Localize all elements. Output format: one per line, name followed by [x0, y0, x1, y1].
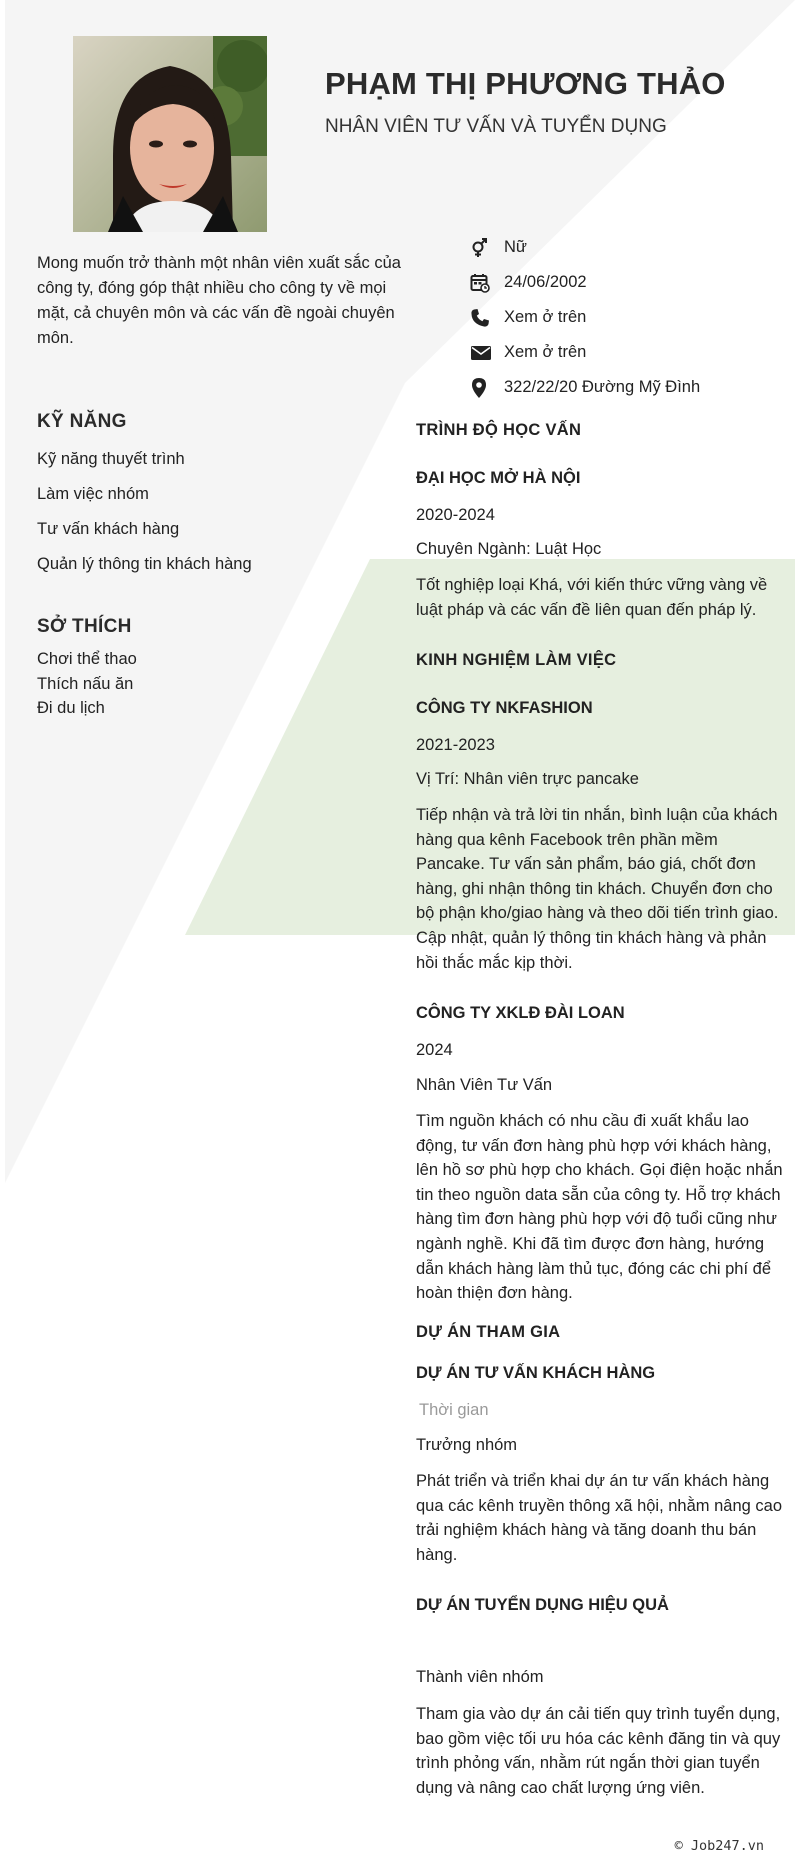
address-value: 322/22/20 Đường Mỹ Đình	[504, 378, 701, 396]
contact-email	[470, 335, 790, 370]
list-item: Tư vấn khách hàng	[37, 520, 180, 538]
list-item: Chơi thể thao	[37, 650, 137, 668]
list-item: Thích nấu ăn	[37, 674, 134, 693]
job-company: CÔNG TY NKFASHION	[416, 699, 593, 717]
contact-birthday	[470, 265, 790, 300]
birthday-value: 24/06/2002	[504, 273, 587, 291]
profile-photo	[73, 36, 267, 232]
phone-icon	[470, 307, 504, 329]
contact-gender	[470, 230, 790, 265]
list-item: Kỹ năng thuyết trình	[37, 450, 185, 468]
hobbies-heading: SỞ THÍCH	[37, 616, 132, 637]
job-position: NHÂN VIÊN TƯ VẤN VÀ TUYỂN DỤNG	[325, 116, 667, 137]
school-name: ĐẠI HỌC MỞ HÀ NỘI	[416, 469, 581, 487]
gender-value: Nữ	[504, 238, 527, 256]
project-name: DỰ ÁN TƯ VẤN KHÁCH HÀNG	[416, 1364, 656, 1382]
project-name: DỰ ÁN TUYỂN DỤNG HIỆU QUẢ	[416, 1596, 669, 1614]
job-period: 2021-2023	[416, 736, 495, 754]
job-description: Tìm nguồn khách có nhu cầu đi xuất khẩu lao động, tư vấn đơn hàng phù hợp với khách hàng, lên hồ sơ phù hợp cho khách. Gọi điện hoặc nhắn tin theo nguồn data sẵn của công ty. Hỗ trợ khách hàng tìm đơn hàng phù hợp với độ tuổi cũng như ngành nghề. Khi đã tìm được đơn hàng, hướng dẫn khách hàng làm thủ tục, đóng các chi phí để hoàn thiện đơn hàng.	[416, 1112, 783, 1303]
job-period: 2024	[416, 1041, 453, 1059]
project-time: Thời gian	[419, 1401, 489, 1419]
contact-info	[470, 230, 790, 405]
contact-phone	[470, 300, 790, 335]
candidate-name: PHẠM THỊ PHƯƠNG THẢO	[325, 66, 726, 101]
education-major: Chuyên Ngành: Luật Học	[416, 540, 602, 558]
footer-watermark: © Job247.vn	[674, 1838, 764, 1854]
job-description: Tiếp nhận và trả lời tin nhắn, bình luận của khách hàng qua kênh Facebook trên phần mềm Pancake. Tư vấn sản phẩm, báo giá, chốt đơn hàng, ghi nhận thông tin khách. Chuyển đơn cho bộ phận kho/giao hàng và theo dõi tiến trình giao. Cập nhật, quản lý thông tin khách hàng và phản hồi thắc mắc kịp thời.	[416, 806, 779, 972]
project-description: Phát triển và triển khai dự án tư vấn khách hàng qua các kênh truyền thông xã hội, nhằm nâng cao trải nghiệm khách hàng và tăng doanh thu bán hàng.	[416, 1472, 783, 1564]
skills-list	[37, 450, 357, 590]
education-heading: TRÌNH ĐỘ HỌC VẤN	[416, 421, 582, 439]
phone-value: Xem ở trên	[504, 308, 587, 326]
list-item: Quản lý thông tin khách hàng	[37, 555, 252, 573]
email-value: Xem ở trên	[504, 343, 587, 361]
list-item: Làm việc nhóm	[37, 485, 149, 503]
education-period: 2020-2024	[416, 506, 495, 524]
job-role: Vị Trí: Nhân viên trực pancake	[416, 770, 639, 788]
project-description: Tham gia vào dự án cải tiến quy trình tuyển dụng, bao gồm việc tối ưu hóa các kênh đăng tin và quy trình phỏng vấn, nhằm rút ngắn thời gian tuyển dụng và nâng cao chất lượng ứng viên.	[416, 1705, 781, 1797]
hobbies-list	[37, 650, 337, 724]
list-item: Đi du lịch	[37, 699, 105, 717]
skills-heading: KỸ NĂNG	[37, 411, 127, 432]
projects-heading: DỰ ÁN THAM GIA	[416, 1323, 561, 1341]
avatar	[73, 36, 267, 232]
gender-icon	[470, 237, 504, 259]
project-role: Thành viên nhóm	[416, 1668, 544, 1686]
location-pin-icon	[470, 377, 504, 399]
experience-heading: KINH NGHIỆM LÀM VIỆC	[416, 651, 617, 669]
calendar-icon	[470, 272, 504, 294]
contact-address	[470, 370, 790, 405]
project-role: Trưởng nhóm	[416, 1436, 518, 1454]
education-description: Tốt nghiệp loại Khá, với kiến thức vững vàng về luật pháp và các vấn đề liên quan đến pháp lý.	[416, 576, 768, 619]
career-objective: Mong muốn trở thành một nhân viên xuất sắc của công ty, đóng góp thật nhiều cho công ty về mọi mặt, cả chuyên môn và các vấn đề ngoài chuyên môn.	[37, 254, 401, 347]
job-company: CÔNG TY XKLĐ ĐÀI LOAN	[416, 1004, 625, 1022]
job-role: Nhân Viên Tư Vấn	[416, 1076, 553, 1094]
email-icon	[470, 342, 504, 364]
